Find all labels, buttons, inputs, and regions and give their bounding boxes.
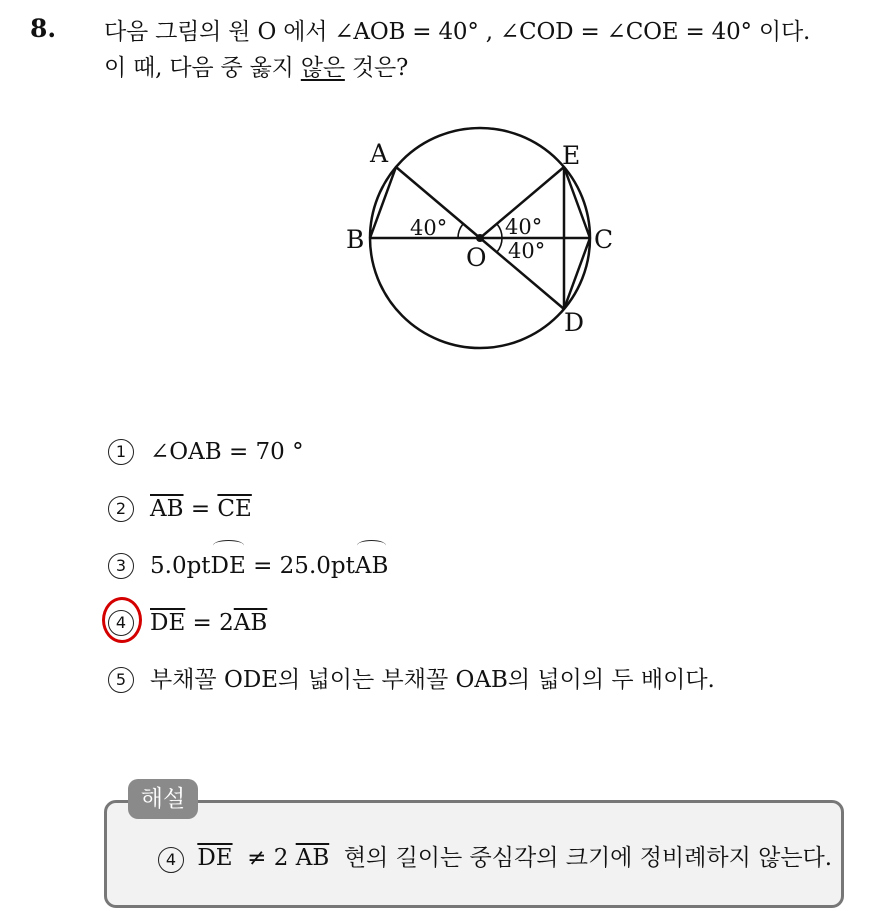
center-point xyxy=(476,234,484,242)
choice-number: 2 xyxy=(108,496,134,522)
arc-de: DE xyxy=(211,546,246,586)
angle-label-coe: 40° xyxy=(505,215,543,239)
question-line-2-prefix: 이 때, 다음 중 옳지 xyxy=(104,55,301,81)
question-line-1: 다음 그림의 원 O 에서 ∠AOB = 40° , ∠COD = ∠COE = 40° 이다. xyxy=(104,19,811,45)
equals: = xyxy=(183,496,218,522)
label-b: B xyxy=(346,225,365,254)
question-stem xyxy=(104,14,874,86)
choice-4[interactable] xyxy=(108,603,267,643)
solution-choice-number: 4 xyxy=(158,847,184,873)
question-emphasis: 않은 xyxy=(300,55,345,81)
choice-number: 3 xyxy=(108,553,134,579)
solution-explanation: 현의 길이는 중심각의 크기에 정비례하지 않는다. xyxy=(336,845,833,871)
circle-diagram xyxy=(330,128,630,348)
choice-2[interactable] xyxy=(108,489,252,529)
segment-de: $\overline{DE}$ xyxy=(150,610,186,636)
label-a: A xyxy=(370,139,389,168)
choice-prefix: 5.0pt xyxy=(150,553,211,579)
equals: = 2 xyxy=(185,610,234,636)
label-e: E xyxy=(562,141,581,170)
segment-ab: $\overline{AB}$ xyxy=(150,496,184,522)
angle-arc-aob xyxy=(458,224,463,238)
label-o: O xyxy=(466,243,487,272)
choice-number: 1 xyxy=(108,439,134,465)
choice-3[interactable] xyxy=(108,546,388,586)
choice-text: ∠OAB = 70 ° xyxy=(150,439,304,465)
segment-de: $\overline{DE}$ xyxy=(197,845,233,871)
arc-ab: AB xyxy=(355,546,389,586)
angle-label-cod: 40° xyxy=(508,239,546,263)
circle-figure xyxy=(330,128,630,348)
equals: = 25.0pt xyxy=(245,553,355,579)
solution-text xyxy=(158,838,832,878)
question-line-2 xyxy=(104,50,874,86)
chord-ec xyxy=(564,167,590,238)
choice-text: 부채꼴 ODE의 넓이는 부채꼴 OAB의 넓이의 두 배이다. xyxy=(150,667,715,693)
choice-1[interactable] xyxy=(108,432,304,472)
answer-mark-circle xyxy=(102,597,142,643)
chord-ab xyxy=(370,167,396,238)
angle-arc-cod xyxy=(497,238,502,252)
not-equal: ≠ 2 xyxy=(239,845,289,871)
choice-number: 4 xyxy=(108,610,134,636)
angle-label-aob: 40° xyxy=(410,216,448,240)
segment-ab: $\overline{AB}$ xyxy=(233,610,268,636)
label-c: C xyxy=(594,225,614,254)
choice-number: 5 xyxy=(108,667,134,693)
solution-tag: 해설 xyxy=(128,779,198,819)
question-line-2-suffix: 것은? xyxy=(344,55,409,81)
segment-ab: $\overline{AB}$ xyxy=(295,845,330,871)
chord-cd xyxy=(564,238,590,309)
question-number: 8. xyxy=(30,14,57,43)
choice-5[interactable] xyxy=(108,660,715,700)
segment-ce: $\overline{CE}$ xyxy=(217,496,252,522)
angle-arc-coe xyxy=(497,224,502,238)
label-d: D xyxy=(564,308,585,337)
